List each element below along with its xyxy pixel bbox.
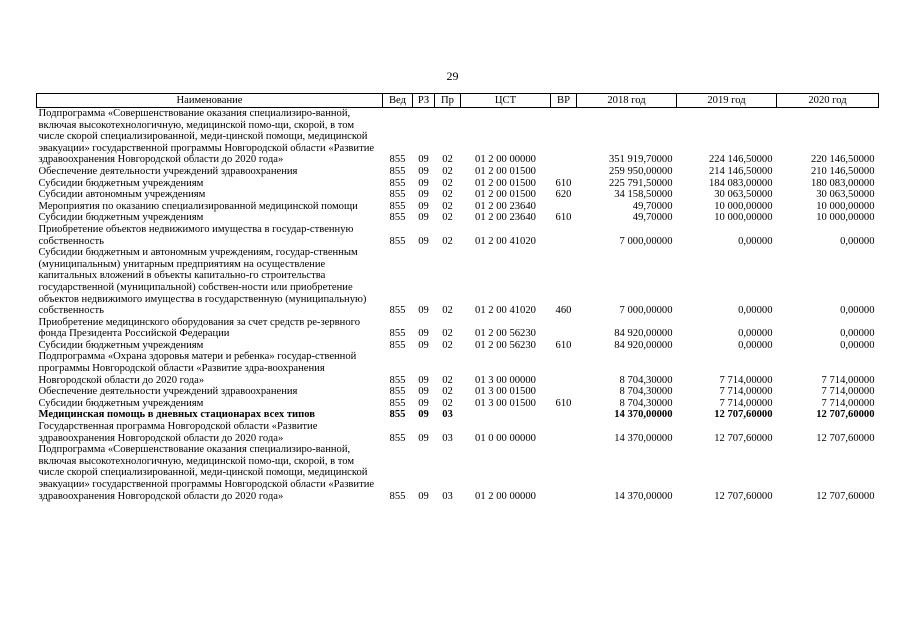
cell-ved: 855 [389,200,406,212]
cell-2019: 0,00000 [738,339,773,351]
cell-name: Обеспечение деятельности учреждений здравоохранения [38,386,298,398]
cell-2018: 84 920,00000 [614,339,673,351]
cell-2018: 8 704,30000 [619,386,673,398]
cell-name: Медицинская помощь в дневных стационарах всех типов [38,409,316,421]
cell-ved: 855 [389,328,406,340]
cell-pr: 02 [442,305,453,317]
cell-cst: 01 0 00 00000 [475,432,536,444]
col-header-vr: ВР [551,94,577,108]
table-row [37,421,879,444]
cell-name: Субсидии автономным учреждениям [38,189,206,201]
cell-2019: 0,00000 [738,235,773,247]
cell-rz: 09 [418,339,429,351]
cell-rz: 09 [418,374,429,386]
cell-ved: 855 [389,154,406,166]
cell-cst: 01 2 00 41020 [475,235,536,247]
cell-ved: 855 [389,212,406,224]
cell-cst: 01 2 00 23640 [475,200,536,212]
cell-ved: 855 [389,305,406,317]
cell-2018: 49,70000 [632,212,673,224]
cell-2020: 7 714,00000 [821,374,875,386]
cell-name: Субсидии бюджетным учреждениям [38,339,204,351]
cell-pr: 02 [442,328,453,340]
table-row [37,212,879,224]
cell-2018: 225 791,50000 [608,177,673,189]
table-header-row [37,94,879,108]
cell-cst: 01 2 00 01500 [475,189,536,201]
cell-vr [551,224,577,247]
cell-2019: 12 707,60000 [714,409,773,421]
cell-ved: 855 [389,339,406,351]
col-header-2020: 2020 год [777,94,879,108]
cell-2019: 7 714,00000 [719,386,773,398]
table-row [37,398,879,410]
cell-name: Субсидии бюджетным учреждениям [38,212,204,224]
cell-2020: 30 063,50000 [816,189,875,201]
cell-2018: 8 704,30000 [619,397,673,409]
cell-ved: 855 [389,397,406,409]
cell-2020: 7 714,00000 [821,397,875,409]
table-row [37,340,879,352]
cell-pr: 02 [442,386,453,398]
cell-pr: 02 [442,200,453,212]
col-header-2019: 2019 год [677,94,777,108]
cell-vr [551,166,577,178]
table-row [37,317,879,340]
cell-rz: 09 [418,328,429,340]
cell-2020: 12 707,60000 [816,432,875,444]
cell-vr [551,409,577,421]
cell-cst: 01 2 00 41020 [475,305,536,317]
cell-2019: 10 000,00000 [714,212,773,224]
cell-pr: 03 [442,432,453,444]
table-row [37,444,879,502]
cell-2019: 184 083,00000 [708,177,773,189]
cell-2019: 0,00000 [738,328,773,340]
cell-vr: 460 [555,305,572,317]
cell-vr [551,386,577,398]
table-row [37,351,879,386]
col-header-ved: Вед [383,94,413,108]
table-row [37,178,879,190]
cell-rz: 09 [418,305,429,317]
cell-ved: 855 [389,386,406,398]
cell-2018: 49,70000 [632,200,673,212]
cell-2019: 10 000,00000 [714,200,773,212]
cell-2020: 0,00000 [840,328,875,340]
cell-name: Субсидии бюджетным учреждениям [38,397,204,409]
cell-vr [551,351,577,386]
cell-2018: 259 950,00000 [608,165,673,177]
cell-vr: 610 [555,397,572,409]
cell-pr: 02 [442,235,453,247]
cell-rz: 09 [418,200,429,212]
cell-cst: 01 2 00 01500 [475,165,536,177]
cell-2020: 7 714,00000 [821,386,875,398]
cell-2020: 0,00000 [840,305,875,317]
cell-2020: 180 083,00000 [810,177,875,189]
cell-pr: 02 [442,154,453,166]
cell-2019: 224 146,50000 [708,154,773,166]
cell-2018: 84 920,00000 [614,328,673,340]
cell-pr: 02 [442,165,453,177]
cell-name: Государственная программа Новгородской области «Развитие здравоохранения Новгородской области до 2020 года» [38,421,318,444]
cell-2019: 12 707,60000 [714,432,773,444]
cell-2020: 210 146,50000 [810,165,875,177]
cell-rz: 09 [418,409,429,421]
cell-2018: 34 158,50000 [614,189,673,201]
cell-2020: 0,00000 [840,235,875,247]
cell-2018: 351 919,70000 [608,154,673,166]
budget-table [36,93,879,502]
page-number: 29 [446,69,459,83]
cell-cst: 01 2 00 56230 [475,339,536,351]
cell-rz: 09 [418,177,429,189]
cell-2020: 10 000,00000 [816,212,875,224]
cell-ved: 855 [389,177,406,189]
cell-pr: 02 [442,177,453,189]
cell-ved: 855 [389,374,406,386]
cell-name: Субсидии бюджетным учреждениям [38,177,204,189]
col-header-pr: Пр [435,94,461,108]
cell-cst: 01 2 00 01500 [475,177,536,189]
cell-2018: 14 370,00000 [614,432,673,444]
col-header-name: Наименование [37,94,383,108]
cell-pr: 02 [442,374,453,386]
cell-2020: 220 146,50000 [810,154,875,166]
cell-rz: 09 [418,165,429,177]
cell-name: Мероприятия по оказанию специализированной медицинской помощи [38,200,358,212]
cell-2018: 8 704,30000 [619,374,673,386]
cell-2019: 7 714,00000 [719,374,773,386]
cell-vr [551,444,577,502]
cell-ved: 855 [389,189,406,201]
cell-ved: 855 [389,409,406,421]
col-header-2018: 2018 год [577,94,677,108]
cell-rz: 09 [418,189,429,201]
cell-rz: 09 [418,212,429,224]
table-row [37,166,879,178]
cell-2019: 12 707,60000 [714,490,773,502]
cell-vr: 610 [555,339,572,351]
cell-name: Подпрограмма «Совершенствование оказания специализиро-ванной, включая высокотехнологичную, медицинской помо-щи, скорой, в том числе скорой специализированной, меди-цинской помощи, медицинской эвакуации» государственной программы Новгородской области «Развитие здравоохранения Новгородской области до 2020 года» [38,108,375,166]
col-header-cst: ЦСТ [461,94,551,108]
cell-ved: 855 [389,235,406,247]
cell-pr: 02 [442,189,453,201]
cell-2019: 0,00000 [738,305,773,317]
cell-2019: 30 063,50000 [714,189,773,201]
cell-name: Подпрограмма «Охрана здоровья матери и ребенка» государ-ственной программы Новгородской области «Развитие здра-воохранения Новгородской области до 2020 года» [38,351,357,386]
cell-cst: 01 2 00 56230 [475,328,536,340]
cell-2018: 7 000,00000 [619,235,673,247]
cell-ved: 855 [389,432,406,444]
cell-rz: 09 [418,386,429,398]
cell-cst: 01 3 00 01500 [475,386,536,398]
cell-2020: 12 707,60000 [816,490,875,502]
cell-name: Приобретение медицинского оборудования за счет средств ре-зервного фонда Президента Российской Федерации [38,316,360,340]
table-row [37,189,879,201]
cell-name: Подпрограмма «Совершенствование оказания специализиро-ванной, включая высокотехнологичную, медицинской помо-щи, скорой, в том числе скорой специализированной, меди-цинской помощи, медицинской эвакуации» государственной программы Новгородской области «Развитие здравоохранения Новгородской области до 2020 года» [38,444,375,502]
table-row [37,386,879,398]
cell-vr: 620 [555,189,572,201]
cell-name: Обеспечение деятельности учреждений здравоохранения [38,165,298,177]
table-row [37,108,879,166]
cell-rz: 09 [418,397,429,409]
table-row [37,247,879,317]
table-row [37,201,879,213]
cell-name: Приобретение объектов недвижимого имущества в государ-ственную собственность [38,223,354,247]
cell-vr [551,421,577,444]
cell-pr: 03 [442,409,453,421]
cell-cst: 01 3 00 01500 [475,397,536,409]
cell-vr [551,317,577,340]
cell-cst: 01 2 00 00000 [475,154,536,166]
cell-2018: 7 000,00000 [619,305,673,317]
cell-cst: 01 2 00 00000 [475,490,536,502]
cell-2018: 14 370,00000 [614,490,673,502]
cell-2020: 10 000,00000 [816,200,875,212]
table-row [37,409,879,421]
cell-cst [461,409,551,421]
cell-pr: 02 [442,397,453,409]
cell-pr: 02 [442,212,453,224]
cell-pr: 03 [442,490,453,502]
cell-vr: 610 [555,212,572,224]
col-header-rz: РЗ [413,94,435,108]
cell-cst: 01 3 00 00000 [475,374,536,386]
cell-rz: 09 [418,235,429,247]
cell-cst: 01 2 00 23640 [475,212,536,224]
cell-vr [551,108,577,166]
cell-rz: 09 [418,490,429,502]
cell-2018: 14 370,00000 [614,409,673,421]
cell-rz: 09 [418,154,429,166]
cell-ved: 855 [389,165,406,177]
table-row [37,224,879,247]
cell-name: Субсидии бюджетным и автономным учреждениям, государ-ственным (муниципальным) унитарным предприятиям на осуществление капитальных вложений в объекты капитально-го строительства государственной (муниципальной) собствен-ности или приобретение объектов недвижимого имущества в государственную (муниципальную) собственность [38,247,367,317]
cell-vr [551,201,577,213]
cell-rz: 09 [418,432,429,444]
cell-2019: 214 146,50000 [708,165,773,177]
cell-ved: 855 [389,490,406,502]
cell-2019: 7 714,00000 [719,397,773,409]
cell-2020: 12 707,60000 [816,409,875,421]
cell-vr: 610 [555,177,572,189]
table-body [37,108,879,503]
cell-pr: 02 [442,339,453,351]
cell-2020: 0,00000 [840,339,875,351]
